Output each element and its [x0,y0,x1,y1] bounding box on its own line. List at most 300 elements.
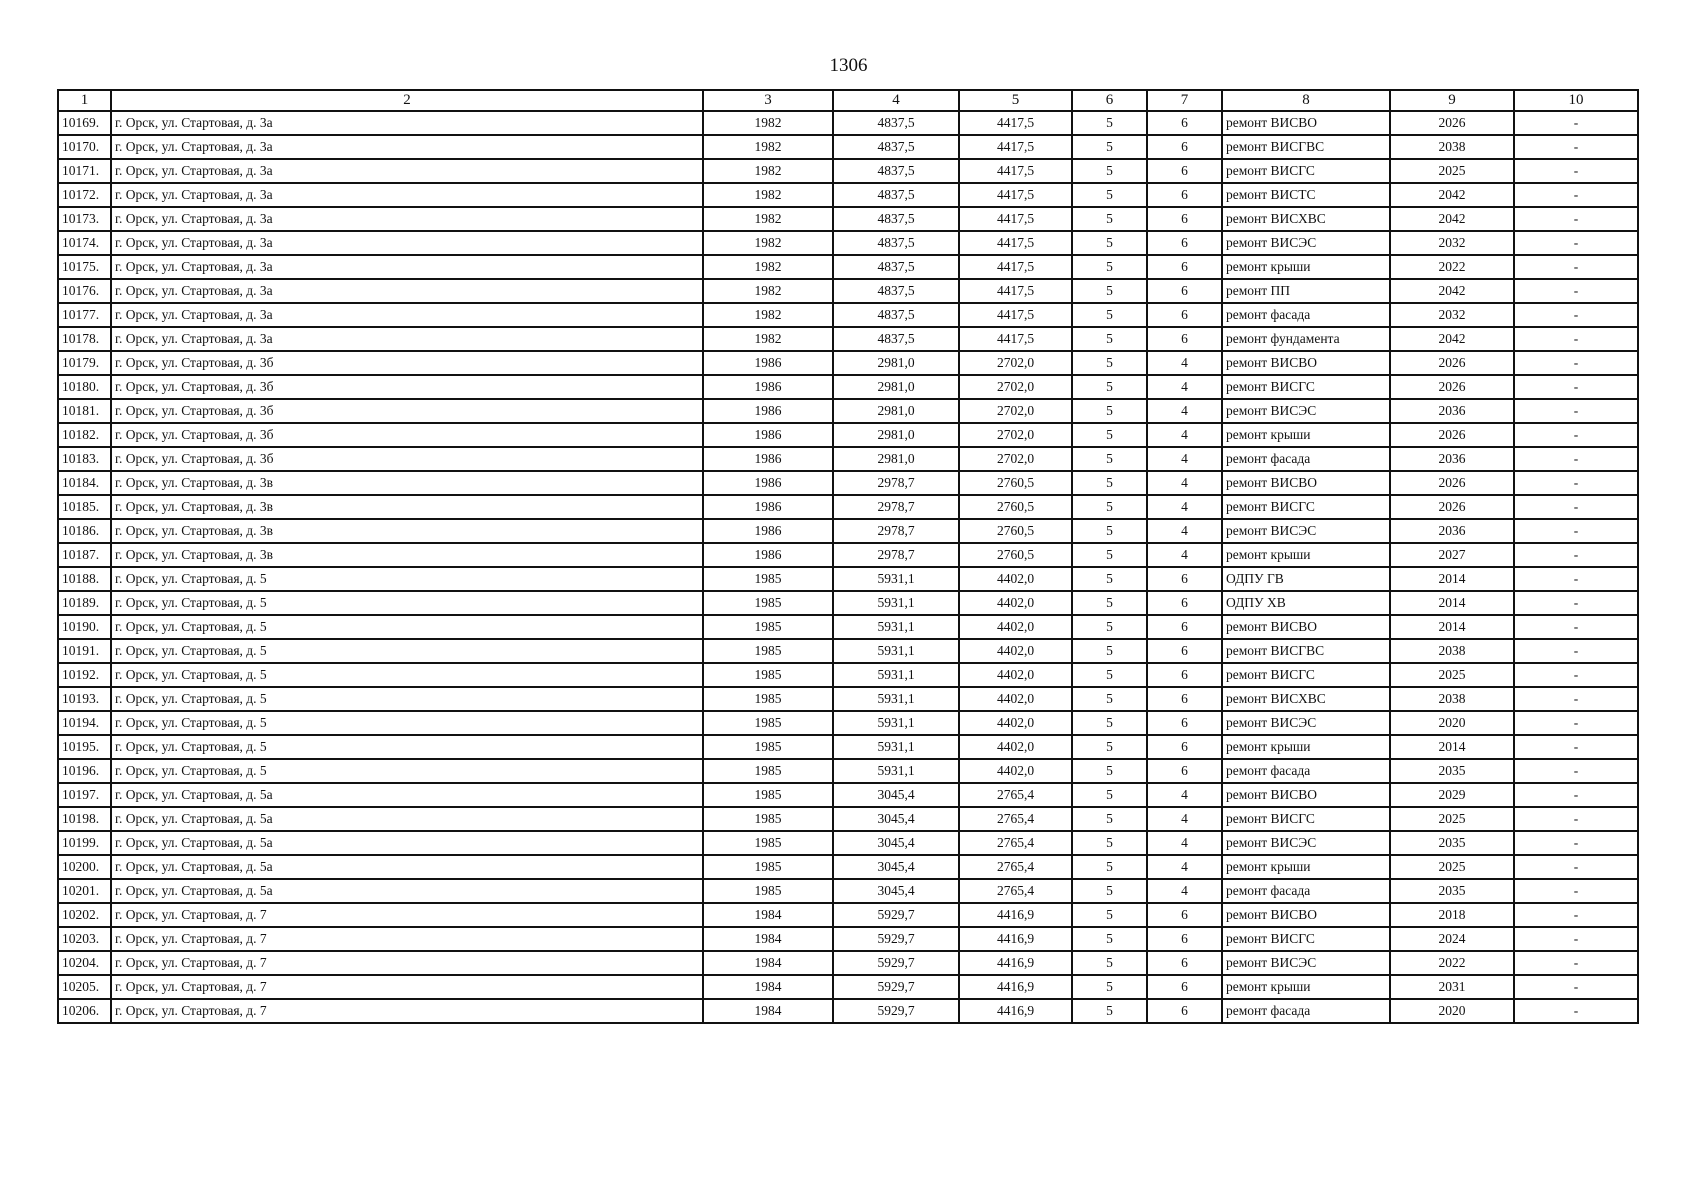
cell-planned-year: 2032 [1390,303,1514,327]
cell-total-area: 5931,1 [833,567,959,591]
cell-total-area: 4837,5 [833,135,959,159]
cell-row-number: 10206. [58,999,111,1023]
cell-year-built: 1985 [703,711,833,735]
cell-entrances: 6 [1147,159,1222,183]
cell-work-type: ремонт фундамента [1222,327,1390,351]
cell-row-number: 10192. [58,663,111,687]
cell-planned-year: 2031 [1390,975,1514,999]
cell-total-area: 3045,4 [833,831,959,855]
cell-planned-year: 2014 [1390,591,1514,615]
cell-living-area: 4416,9 [959,927,1072,951]
cell-row-number: 10181. [58,399,111,423]
cell-note: - [1514,711,1638,735]
cell-note: - [1514,879,1638,903]
cell-address: г. Орск, ул. Стартовая, д. 7 [111,951,703,975]
table-row [58,495,1638,519]
cell-year-built: 1984 [703,975,833,999]
cell-work-type: ремонт ВИСГС [1222,375,1390,399]
column-header-9: 9 [1390,90,1514,111]
cell-entrances: 6 [1147,639,1222,663]
cell-work-type: ремонт ВИСХВС [1222,687,1390,711]
cell-floors: 5 [1072,975,1147,999]
cell-work-type: ремонт фасада [1222,447,1390,471]
cell-entrances: 4 [1147,375,1222,399]
cell-year-built: 1985 [703,663,833,687]
cell-year-built: 1985 [703,591,833,615]
cell-planned-year: 2026 [1390,111,1514,135]
cell-living-area: 2765,4 [959,831,1072,855]
table-row [58,567,1638,591]
cell-entrances: 6 [1147,255,1222,279]
cell-work-type: ремонт ВИСГС [1222,927,1390,951]
cell-total-area: 2981,0 [833,351,959,375]
cell-floors: 5 [1072,495,1147,519]
cell-row-number: 10172. [58,183,111,207]
cell-year-built: 1984 [703,999,833,1023]
cell-note: - [1514,231,1638,255]
cell-total-area: 4837,5 [833,303,959,327]
cell-floors: 5 [1072,927,1147,951]
column-header-10: 10 [1514,90,1638,111]
cell-entrances: 6 [1147,927,1222,951]
cell-floors: 5 [1072,303,1147,327]
column-header-8: 8 [1222,90,1390,111]
cell-note: - [1514,975,1638,999]
cell-entrances: 6 [1147,903,1222,927]
cell-total-area: 5931,1 [833,711,959,735]
cell-row-number: 10177. [58,303,111,327]
cell-planned-year: 2029 [1390,783,1514,807]
cell-note: - [1514,807,1638,831]
cell-row-number: 10183. [58,447,111,471]
cell-living-area: 4416,9 [959,903,1072,927]
cell-total-area: 4837,5 [833,255,959,279]
cell-address: г. Орск, ул. Стартовая, д. 5а [111,879,703,903]
table-header-row [58,90,1638,111]
cell-work-type: ремонт крыши [1222,255,1390,279]
cell-living-area: 2765,4 [959,807,1072,831]
cell-living-area: 4417,5 [959,183,1072,207]
cell-entrances: 4 [1147,471,1222,495]
cell-address: г. Орск, ул. Стартовая, д. 5 [111,663,703,687]
cell-planned-year: 2025 [1390,159,1514,183]
cell-note: - [1514,543,1638,567]
table-row [58,759,1638,783]
cell-floors: 5 [1072,591,1147,615]
cell-work-type: ремонт ВИСЭС [1222,831,1390,855]
table-row [58,519,1638,543]
cell-year-built: 1986 [703,471,833,495]
cell-total-area: 3045,4 [833,807,959,831]
cell-address: г. Орск, ул. Стартовая, д. 7 [111,975,703,999]
cell-address: г. Орск, ул. Стартовая, д. 5 [111,591,703,615]
cell-year-built: 1982 [703,303,833,327]
cell-entrances: 4 [1147,399,1222,423]
cell-entrances: 6 [1147,327,1222,351]
cell-living-area: 2760,5 [959,519,1072,543]
cell-work-type: ремонт ВИСВО [1222,903,1390,927]
table-row [58,687,1638,711]
cell-year-built: 1982 [703,255,833,279]
cell-entrances: 6 [1147,711,1222,735]
cell-row-number: 10191. [58,639,111,663]
cell-floors: 5 [1072,111,1147,135]
cell-year-built: 1982 [703,135,833,159]
table-row [58,543,1638,567]
cell-year-built: 1985 [703,639,833,663]
cell-work-type: ремонт ВИСГС [1222,495,1390,519]
cell-note: - [1514,255,1638,279]
cell-entrances: 4 [1147,447,1222,471]
table-row [58,111,1638,135]
cell-floors: 5 [1072,351,1147,375]
cell-living-area: 4402,0 [959,759,1072,783]
cell-planned-year: 2026 [1390,351,1514,375]
cell-entrances: 6 [1147,567,1222,591]
cell-year-built: 1985 [703,759,833,783]
cell-floors: 5 [1072,447,1147,471]
cell-floors: 5 [1072,807,1147,831]
cell-living-area: 2702,0 [959,447,1072,471]
table-row [58,927,1638,951]
cell-living-area: 4402,0 [959,687,1072,711]
cell-living-area: 2765,4 [959,783,1072,807]
cell-planned-year: 2038 [1390,639,1514,663]
cell-living-area: 2702,0 [959,351,1072,375]
cell-living-area: 4417,5 [959,159,1072,183]
cell-year-built: 1985 [703,879,833,903]
cell-entrances: 6 [1147,687,1222,711]
cell-work-type: ремонт ВИСГВС [1222,639,1390,663]
cell-planned-year: 2024 [1390,927,1514,951]
cell-total-area: 4837,5 [833,183,959,207]
cell-floors: 5 [1072,567,1147,591]
cell-row-number: 10199. [58,831,111,855]
cell-planned-year: 2026 [1390,471,1514,495]
cell-work-type: ремонт крыши [1222,543,1390,567]
cell-entrances: 6 [1147,111,1222,135]
cell-floors: 5 [1072,375,1147,399]
cell-note: - [1514,399,1638,423]
cell-living-area: 4417,5 [959,303,1072,327]
cell-address: г. Орск, ул. Стартовая, д. 3в [111,519,703,543]
cell-floors: 5 [1072,159,1147,183]
cell-address: г. Орск, ул. Стартовая, д. 3а [111,183,703,207]
cell-entrances: 4 [1147,519,1222,543]
cell-living-area: 4416,9 [959,975,1072,999]
cell-entrances: 6 [1147,279,1222,303]
cell-living-area: 4402,0 [959,663,1072,687]
table-row [58,183,1638,207]
cell-note: - [1514,135,1638,159]
cell-work-type: ремонт ВИСВО [1222,471,1390,495]
cell-address: г. Орск, ул. Стартовая, д. 7 [111,903,703,927]
cell-year-built: 1986 [703,543,833,567]
cell-year-built: 1985 [703,687,833,711]
table-row [58,279,1638,303]
cell-planned-year: 2014 [1390,615,1514,639]
cell-address: г. Орск, ул. Стартовая, д. 3в [111,543,703,567]
cell-row-number: 10173. [58,207,111,231]
cell-year-built: 1984 [703,927,833,951]
cell-row-number: 10176. [58,279,111,303]
cell-row-number: 10197. [58,783,111,807]
cell-total-area: 4837,5 [833,279,959,303]
cell-row-number: 10188. [58,567,111,591]
cell-floors: 5 [1072,183,1147,207]
cell-work-type: ОДПУ ХВ [1222,591,1390,615]
cell-floors: 5 [1072,639,1147,663]
cell-planned-year: 2025 [1390,663,1514,687]
cell-address: г. Орск, ул. Стартовая, д. 3а [111,207,703,231]
cell-total-area: 5931,1 [833,663,959,687]
table-row [58,159,1638,183]
cell-total-area: 2978,7 [833,495,959,519]
cell-address: г. Орск, ул. Стартовая, д. 5 [111,639,703,663]
cell-living-area: 4402,0 [959,711,1072,735]
cell-floors: 5 [1072,951,1147,975]
cell-year-built: 1982 [703,231,833,255]
cell-planned-year: 2027 [1390,543,1514,567]
cell-row-number: 10182. [58,423,111,447]
cell-entrances: 6 [1147,135,1222,159]
cell-entrances: 4 [1147,543,1222,567]
cell-entrances: 6 [1147,735,1222,759]
cell-floors: 5 [1072,135,1147,159]
cell-floors: 5 [1072,423,1147,447]
cell-note: - [1514,735,1638,759]
cell-planned-year: 2042 [1390,327,1514,351]
cell-entrances: 6 [1147,231,1222,255]
cell-address: г. Орск, ул. Стартовая, д. 3а [111,327,703,351]
cell-address: г. Орск, ул. Стартовая, д. 3б [111,423,703,447]
cell-year-built: 1985 [703,567,833,591]
cell-year-built: 1985 [703,831,833,855]
cell-floors: 5 [1072,759,1147,783]
cell-note: - [1514,639,1638,663]
cell-work-type: ремонт фасада [1222,303,1390,327]
cell-row-number: 10170. [58,135,111,159]
cell-row-number: 10205. [58,975,111,999]
cell-entrances: 4 [1147,495,1222,519]
cell-entrances: 6 [1147,615,1222,639]
cell-work-type: ремонт ВИСВО [1222,111,1390,135]
table-row [58,711,1638,735]
cell-total-area: 3045,4 [833,783,959,807]
cell-address: г. Орск, ул. Стартовая, д. 3б [111,375,703,399]
cell-work-type: ремонт ПП [1222,279,1390,303]
cell-planned-year: 2038 [1390,135,1514,159]
cell-total-area: 2981,0 [833,399,959,423]
cell-planned-year: 2026 [1390,495,1514,519]
cell-address: г. Орск, ул. Стартовая, д. 5 [111,759,703,783]
table-row [58,615,1638,639]
cell-planned-year: 2026 [1390,423,1514,447]
cell-planned-year: 2022 [1390,951,1514,975]
table-row [58,447,1638,471]
cell-work-type: ремонт ВИСЭС [1222,951,1390,975]
cell-entrances: 4 [1147,807,1222,831]
table-row [58,327,1638,351]
cell-planned-year: 2014 [1390,735,1514,759]
cell-work-type: ремонт крыши [1222,735,1390,759]
table-row [58,999,1638,1023]
cell-note: - [1514,615,1638,639]
cell-year-built: 1986 [703,447,833,471]
cell-row-number: 10180. [58,375,111,399]
cell-work-type: ремонт ВИСТС [1222,183,1390,207]
cell-year-built: 1982 [703,111,833,135]
table-row [58,879,1638,903]
cell-floors: 5 [1072,255,1147,279]
cell-year-built: 1986 [703,375,833,399]
cell-living-area: 4402,0 [959,735,1072,759]
cell-total-area: 2978,7 [833,543,959,567]
cell-floors: 5 [1072,687,1147,711]
cell-floors: 5 [1072,735,1147,759]
cell-address: г. Орск, ул. Стартовая, д. 5 [111,687,703,711]
cell-row-number: 10184. [58,471,111,495]
table-row [58,375,1638,399]
cell-address: г. Орск, ул. Стартовая, д. 3а [111,111,703,135]
cell-address: г. Орск, ул. Стартовая, д. 5 [111,567,703,591]
cell-row-number: 10179. [58,351,111,375]
cell-note: - [1514,351,1638,375]
cell-row-number: 10193. [58,687,111,711]
cell-work-type: ремонт фасада [1222,759,1390,783]
cell-row-number: 10186. [58,519,111,543]
table-row [58,975,1638,999]
cell-total-area: 5931,1 [833,591,959,615]
table-row [58,399,1638,423]
cell-note: - [1514,927,1638,951]
cell-entrances: 6 [1147,975,1222,999]
cell-row-number: 10190. [58,615,111,639]
cell-row-number: 10201. [58,879,111,903]
cell-note: - [1514,663,1638,687]
cell-row-number: 10203. [58,927,111,951]
cell-address: г. Орск, ул. Стартовая, д. 5а [111,807,703,831]
cell-living-area: 2702,0 [959,375,1072,399]
cell-entrances: 6 [1147,207,1222,231]
cell-floors: 5 [1072,783,1147,807]
cell-total-area: 5931,1 [833,687,959,711]
cell-year-built: 1986 [703,423,833,447]
cell-year-built: 1985 [703,735,833,759]
cell-total-area: 3045,4 [833,855,959,879]
table-row [58,663,1638,687]
cell-total-area: 4837,5 [833,111,959,135]
cell-row-number: 10195. [58,735,111,759]
cell-total-area: 3045,4 [833,879,959,903]
cell-work-type: ремонт ВИСЭС [1222,231,1390,255]
page-number: 1306 [829,55,868,76]
cell-floors: 5 [1072,471,1147,495]
cell-address: г. Орск, ул. Стартовая, д. 3б [111,447,703,471]
cell-planned-year: 2032 [1390,231,1514,255]
cell-address: г. Орск, ул. Стартовая, д. 7 [111,927,703,951]
cell-note: - [1514,951,1638,975]
table-row [58,639,1638,663]
cell-work-type: ремонт ВИСГВС [1222,135,1390,159]
cell-floors: 5 [1072,207,1147,231]
table-row [58,591,1638,615]
cell-entrances: 4 [1147,351,1222,375]
cell-living-area: 2765,4 [959,879,1072,903]
cell-note: - [1514,687,1638,711]
cell-floors: 5 [1072,519,1147,543]
cell-living-area: 4402,0 [959,639,1072,663]
cell-row-number: 10187. [58,543,111,567]
cell-note: - [1514,519,1638,543]
table-row [58,231,1638,255]
cell-year-built: 1984 [703,951,833,975]
cell-floors: 5 [1072,903,1147,927]
cell-planned-year: 2035 [1390,759,1514,783]
registry-table [57,89,1639,1024]
cell-row-number: 10189. [58,591,111,615]
cell-year-built: 1984 [703,903,833,927]
cell-living-area: 4417,5 [959,231,1072,255]
cell-address: г. Орск, ул. Стартовая, д. 5 [111,735,703,759]
cell-entrances: 4 [1147,783,1222,807]
cell-floors: 5 [1072,711,1147,735]
table-row [58,735,1638,759]
cell-floors: 5 [1072,879,1147,903]
cell-living-area: 2765,4 [959,855,1072,879]
cell-note: - [1514,183,1638,207]
cell-work-type: ремонт крыши [1222,975,1390,999]
cell-note: - [1514,831,1638,855]
cell-entrances: 6 [1147,663,1222,687]
table-row [58,207,1638,231]
column-header-1: 1 [58,90,111,111]
cell-planned-year: 2020 [1390,999,1514,1023]
cell-total-area: 5929,7 [833,975,959,999]
cell-note: - [1514,207,1638,231]
cell-entrances: 6 [1147,591,1222,615]
cell-living-area: 4417,5 [959,279,1072,303]
cell-year-built: 1985 [703,855,833,879]
cell-planned-year: 2020 [1390,711,1514,735]
cell-planned-year: 2022 [1390,255,1514,279]
cell-work-type: ремонт ВИСВО [1222,351,1390,375]
cell-address: г. Орск, ул. Стартовая, д. 5а [111,831,703,855]
cell-total-area: 4837,5 [833,327,959,351]
cell-entrances: 4 [1147,423,1222,447]
cell-floors: 5 [1072,663,1147,687]
cell-entrances: 4 [1147,855,1222,879]
cell-work-type: ремонт ВИСГС [1222,663,1390,687]
cell-living-area: 4402,0 [959,567,1072,591]
cell-work-type: ремонт ВИСЭС [1222,399,1390,423]
cell-year-built: 1982 [703,327,833,351]
cell-row-number: 10169. [58,111,111,135]
cell-floors: 5 [1072,831,1147,855]
cell-address: г. Орск, ул. Стартовая, д. 5 [111,711,703,735]
cell-planned-year: 2035 [1390,831,1514,855]
cell-living-area: 4417,5 [959,135,1072,159]
cell-address: г. Орск, ул. Стартовая, д. 3а [111,303,703,327]
table-row [58,303,1638,327]
cell-address: г. Орск, ул. Стартовая, д. 3б [111,351,703,375]
cell-note: - [1514,159,1638,183]
cell-address: г. Орск, ул. Стартовая, д. 5а [111,783,703,807]
cell-floors: 5 [1072,399,1147,423]
cell-work-type: ремонт ВИСГС [1222,159,1390,183]
cell-note: - [1514,495,1638,519]
cell-work-type: ремонт ВИСГС [1222,807,1390,831]
